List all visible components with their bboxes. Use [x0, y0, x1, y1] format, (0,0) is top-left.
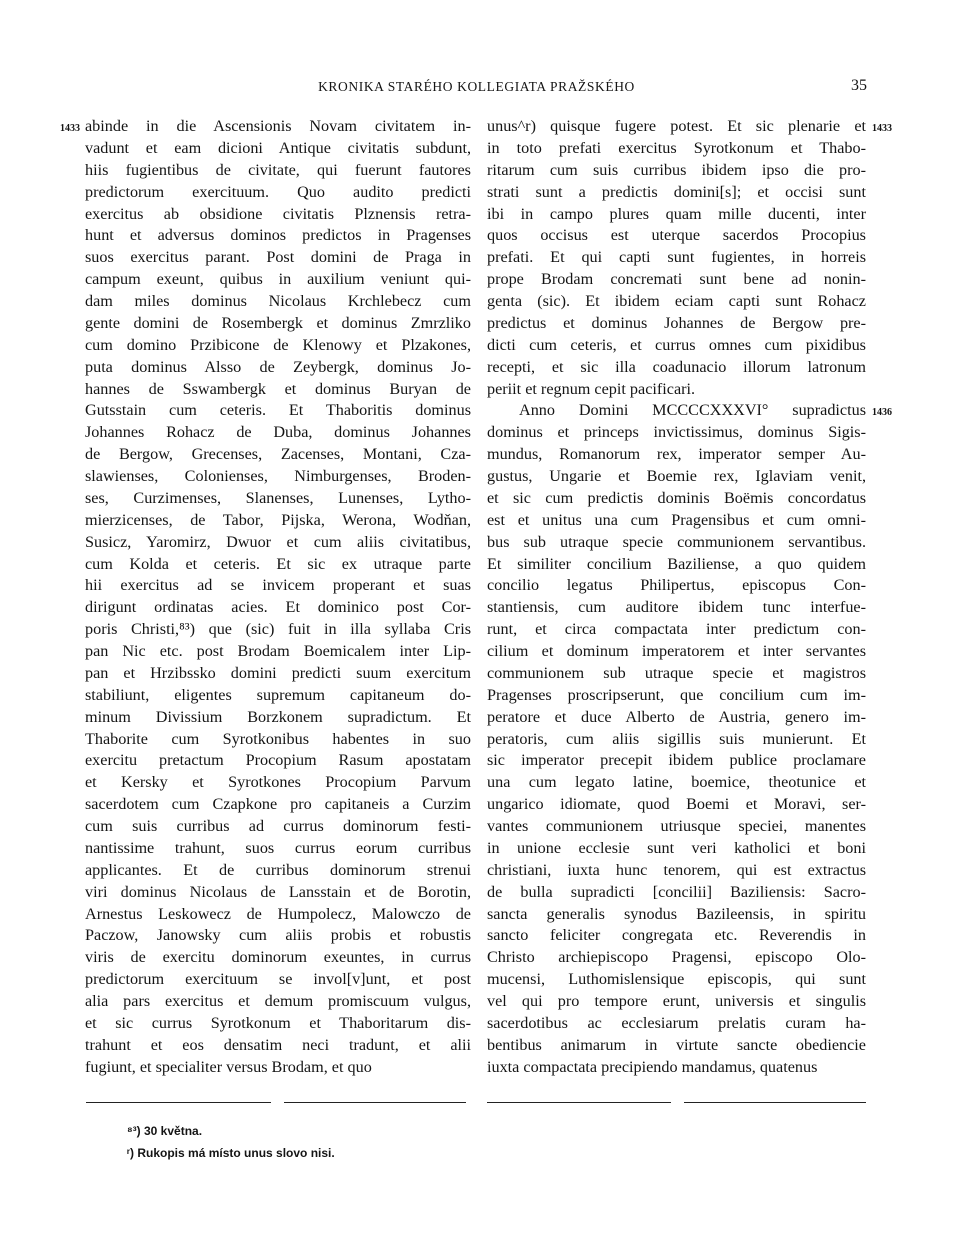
margin-year-right-1436: 1436: [872, 407, 892, 418]
left-column-line: de Bergow, Grecenses, Zacenses, Montani, Cza-: [85, 445, 471, 464]
left-column-line: sacerdotem cum Czapkone pro capitaneis a Curzim: [85, 795, 471, 814]
right-column-line: genta (sic). Et ibidem eciam capti sunt Rohacz: [487, 292, 866, 310]
left-column-line: exercitu pretactum Procopium Rasum apostatam: [85, 751, 471, 770]
footnote-83: ⁸³) 30 května.: [127, 1124, 203, 1138]
left-column-line: hannes de Sswambergk et dominus Buryan de: [85, 379, 471, 398]
right-column-line: Anno Domini MCCCCXXXVI° supradictus: [519, 401, 866, 420]
left-column-line: campum exeunt, quibus in auxilium veniunt qui-: [85, 270, 471, 289]
right-column-line: sic imperator precepit ibidem publice proclamare: [487, 751, 866, 770]
left-column-line: et sic currus Syrotkonum et Thaboritarum dis-: [85, 1013, 471, 1032]
right-column-line: mundus, Romanorum rex, imperator semper Au-: [487, 445, 866, 464]
right-column-line: sancta generalis synodus Bazileensis, in spiritu: [487, 904, 866, 923]
right-column-line: periit et regnum cepit pacificari.: [487, 379, 696, 398]
right-column-line: peratoris, cum aliis sigillis suis munierunt. Et: [487, 729, 866, 748]
right-column-line: Et similiter concilium Baziliense, a quo quidem: [487, 554, 866, 573]
margin-year-right: 1433: [872, 123, 892, 134]
right-column-line: in unione ecclesie sunt veri katholici et boni: [487, 838, 866, 857]
footnote-rule-right-b: [684, 1102, 866, 1103]
left-column-line: pan Nic etc. post Brodam Boemicalem inter Lip-: [85, 642, 471, 660]
left-column-line: hunt et adversus dominos predictos in Pragenses: [85, 226, 471, 245]
right-column-line: et sic cum predictis dominis Boëmis concordatus: [487, 488, 866, 507]
right-column-line: communionem sub utraque specie et magistros: [487, 663, 866, 682]
right-column-line: unus^r) quisque fugere potest. Et sic plenarie et: [487, 117, 866, 135]
left-column-line: Thaborite cum Syrotkonibus habentes in suo: [85, 729, 471, 748]
left-column-line: abinde in die Ascensionis Novam civitatem in-: [85, 117, 471, 135]
right-column-line: gustus, Ungarie et Boemie rex, Iglaviam venit,: [487, 467, 866, 485]
left-column-line: predictorum exercituum. Quo audito predicti: [85, 182, 471, 201]
margin-year-left: 1433: [60, 123, 80, 134]
left-column-line: poris Christi,⁸³) que (sic) fuit in illa syllaba Cris: [85, 620, 471, 639]
right-column-line: peratore et duce Alberto de Austria, genero im-: [487, 707, 866, 726]
right-column-line: predictus et dominus Johannes de Bergow pre-: [487, 313, 866, 332]
footnote-r: ʳ) Rukopis má místo unus slovo nisi.: [127, 1146, 335, 1160]
right-column-line: prefati. Et qui capti sunt fugientes, in horreis: [487, 248, 866, 267]
right-column-line: concilio legatus Philipertus, episcopus Con-: [487, 576, 866, 595]
footnote-rule-mid: [284, 1102, 466, 1103]
left-column-line: minum Divissium Borzkonem supradictum. Et: [85, 707, 471, 726]
right-column-line: recepti, et sic illa coadunacio illorum latronum: [487, 357, 866, 376]
left-column-line: vadunt et eam dicioni Antique civitatis subdunt,: [85, 138, 471, 157]
left-column-line: trahunt et eos densatim neci tradunt, et alii: [85, 1035, 471, 1054]
left-column-line: exercitus ab obsidione civitatis Plznensis retra-: [85, 204, 471, 223]
right-column-line: Pragenses proscripserunt, que concilium cum im-: [487, 685, 866, 704]
right-column-line: strati sunt a predictis domini[s]; et occisi sunt: [487, 182, 866, 201]
right-column-line: mucensi, Luthomislensique episcopis, qui sunt: [487, 970, 866, 989]
right-column-line: dominus et princeps invictissimus, dominus Sigis-: [487, 423, 866, 442]
right-column-line: runt, et circa compactata inter predictum con-: [487, 620, 866, 639]
left-column-line: Paczow, Janowsky cum aliis probis et robustis: [85, 926, 471, 945]
left-column-line: cum Kolda et ceteris. Et sic ex utraque parte: [85, 554, 471, 573]
left-column-line: Susicz, Yaromirz, Dwuor et cum aliis civitatibus,: [85, 532, 471, 551]
left-column-line: alia pars exercitus et demum promiscuum vulgus,: [85, 992, 471, 1010]
left-column-line: stabiliunt, eligentes supremum capitaneum do-: [85, 685, 471, 704]
right-column-line: cilium et dominum imperatorem et inter servantes: [487, 642, 866, 660]
left-column-line: viri dominus Nicolaus de Lansstain et de Borotin,: [85, 882, 471, 901]
left-column-line: dirigunt ordinatas acies. Et dominico post Cor-: [85, 598, 471, 617]
right-column-line: una cum legato latine, boemice, theotunice et: [487, 773, 866, 792]
right-column-line: Christo archiepiscopo Pragensi, episcopo Olo-: [487, 948, 866, 967]
header-title: KRONIKA STARÉHO KOLLEGIATA PRAŽSKÉHO: [318, 79, 635, 94]
right-column: [487, 116, 866, 1079]
running-header: [86, 77, 867, 99]
left-column-line: puta dominus Alsso de Zeybergk, dominus Jo-: [85, 357, 471, 376]
left-column-line: pan et Hrzibssko domini predicti suum exercitum: [85, 663, 471, 682]
left-column-line: predictorum exercituum se invol[v]unt, et post: [85, 970, 471, 989]
right-column-line: vantes communionem utriusque speciei, manentes: [487, 817, 866, 835]
left-column-line: hiis fugientibus de civitate, qui fuerunt fautores: [85, 160, 471, 179]
right-column-line: ritarum cum suis curribus ibidem ipso die pro-: [487, 160, 866, 179]
right-column-line: bentibus animarum in virtute sancte obediencie: [487, 1035, 866, 1054]
right-column-line: sacerdotibus ac ecclesiarum prelatis curam ha-: [487, 1013, 866, 1032]
right-column-line: ungarico idiomate, quod Boemi et Moravi, ser-: [487, 795, 866, 814]
left-column-line: Johannes Rohacz de Duba, dominus Johannes: [85, 423, 471, 442]
right-column-line: in toto prefati exercitus Syrotkonum et Thabo-: [487, 138, 866, 157]
left-column-line: nantissime trahunt, suos currus eorum curribus: [85, 838, 471, 857]
left-column-line: fugiunt, et specialiter versus Brodam, et quo: [85, 1057, 372, 1076]
left-column-line: gente domini de Rosembergk et dominus Zmrzliko: [85, 313, 471, 332]
left-column-line: Arnestus Leskowecz de Humpolecz, Malowczo de: [85, 904, 471, 923]
footnote-rule-right-a: [487, 1102, 671, 1103]
footnote-rule-left: [86, 1102, 271, 1103]
left-column-line: et Kersky et Syrotkones Procopium Parvum: [85, 773, 471, 792]
left-column-line: hii exercitus ad se invicem properant et suas: [85, 576, 471, 595]
left-column-line: dam miles dominus Nicolaus Krchlebecz cum: [85, 292, 471, 310]
left-column-line: viris de exercitu dominorum exeuntes, in currus: [85, 948, 471, 967]
left-column-line: mierzicenses, de Tabor, Pijska, Werona, Wodňan,: [85, 510, 471, 529]
left-column-line: cum suis curribus ad currus dominorum festi-: [85, 817, 471, 835]
right-column-line: christiani, iuxta hunc tenorem, qui est extractus: [487, 860, 866, 879]
left-column-line: slawienses, Colonienses, Nimburgenses, Broden-: [85, 467, 471, 485]
left-column-line: Gutsstain cum ceteris. Et Thaboritis dominus: [85, 401, 471, 420]
right-column-line: iuxta compactata precipiendo mandamus, quatenus: [487, 1057, 818, 1076]
right-column-line: stantiensis, cum auditore ibidem tunc interfue-: [487, 598, 866, 617]
right-column-line: quos occisus est uterque sacerdos Procopius: [487, 226, 866, 245]
right-column-line: est et unitus una cum Pragensibus et cum omni-: [487, 510, 866, 529]
right-column-line: vel qui pro tempore erunt, universis et singulis: [487, 992, 866, 1010]
right-column-line: prope Brodam concremati sunt bene ad nonin-: [487, 270, 866, 289]
left-column: [85, 116, 471, 1079]
left-column-line: cum domino Przibicone de Klenowy et Plzakones,: [85, 335, 471, 354]
left-column-line: suos exercitus parant. Post domini de Praga in: [85, 248, 471, 267]
left-column-line: applicantes. Et de curribus dominorum strenui: [85, 860, 471, 879]
right-column-line: dicti cum ceteris, et currus omnes cum pixidibus: [487, 335, 866, 354]
right-column-line: de bulla supradicti [concilii] Baziliensis: Sacro-: [487, 882, 866, 901]
right-column-line: sancto feliciter congregata etc. Reverendis in: [487, 926, 866, 945]
right-column-line: ibi in campo plures quam mille ducenti, inter: [487, 204, 866, 223]
page-number: 35: [851, 77, 867, 94]
left-column-line: ses, Curzimenses, Slanenses, Lunenses, Lytho-: [85, 488, 471, 507]
right-column-line: bus sub utraque specie communionem servantibus.: [487, 532, 866, 551]
